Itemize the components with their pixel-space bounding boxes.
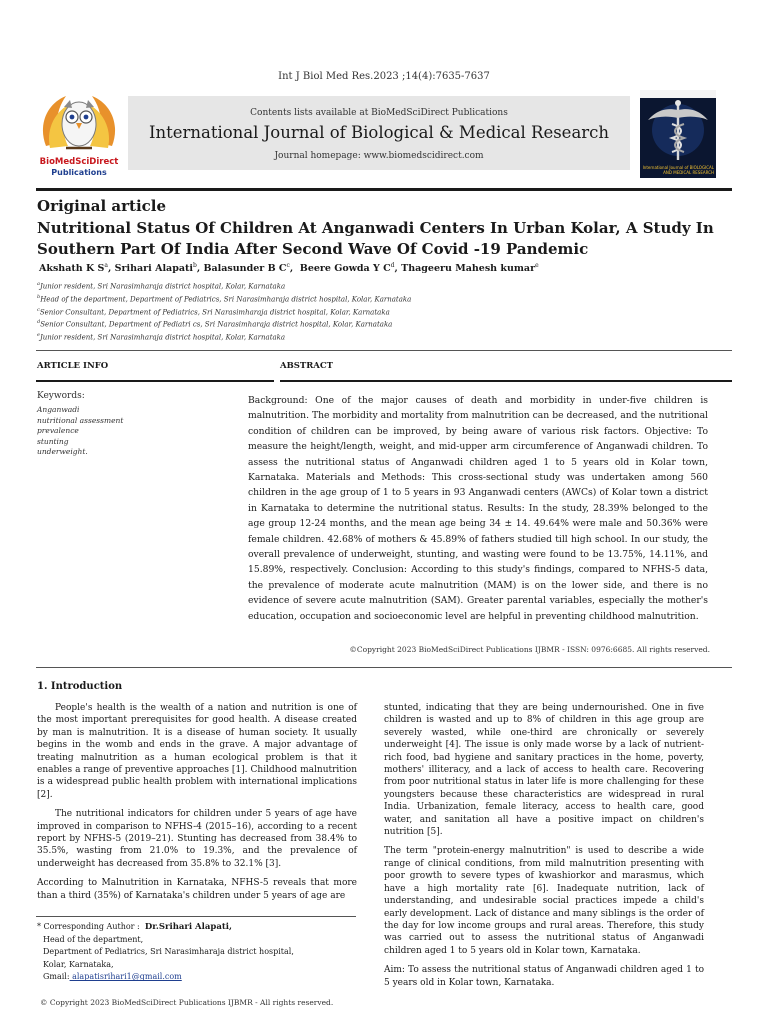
author-name: Beere Gowda Y C bbox=[299, 263, 391, 275]
affiliation-list bbox=[37, 279, 727, 343]
corresponding-line: Head of the department, bbox=[43, 934, 144, 944]
email-label: Gmail: bbox=[43, 972, 70, 982]
introduction-heading: 1. Introduction bbox=[37, 681, 123, 692]
keyword-list bbox=[37, 405, 123, 458]
author-name: Srihari Alapati bbox=[114, 263, 193, 275]
journal-homepage[interactable]: Journal homepage: www.biomedscidirect.com bbox=[274, 151, 484, 161]
citation-line: Int J Biol Med Res.2023 ;14(4):7635-7637 bbox=[278, 71, 490, 82]
author-name: Balasunder B C bbox=[203, 263, 287, 275]
affiliation-text: Head of the department, Department of Pediatrics, Sri Narasimharaja district hospital, Kolar, Karnataka bbox=[40, 295, 412, 304]
author-sup: a bbox=[104, 262, 108, 269]
footnote-divider bbox=[36, 916, 356, 917]
article-info-rule bbox=[36, 380, 274, 382]
keyword: underweight. bbox=[37, 447, 88, 457]
abstract-rule bbox=[280, 380, 732, 382]
author-sup: e bbox=[535, 262, 539, 269]
abstract-copyright bbox=[348, 645, 710, 654]
affiliation bbox=[37, 330, 727, 343]
section-divider bbox=[36, 350, 732, 351]
affiliation-text: Junior resident, Sri Narasimharaja district hospital, Kolar, Karnataka bbox=[39, 333, 286, 342]
article-info-heading: ARTICLE INFO bbox=[37, 361, 109, 371]
affiliation-sup: c bbox=[37, 306, 40, 313]
body-paragraph: According to Malnutrition in Karnataka, NFHS-5 reveals that more than a third (35%) of Karnataka's children under 5 years of age are bbox=[37, 878, 357, 901]
article-type: Original article bbox=[37, 197, 167, 215]
corresponding-name: Dr.Srihari Alapati, bbox=[144, 922, 232, 932]
keyword: stunting bbox=[37, 436, 69, 446]
affiliation-sup: d bbox=[37, 319, 41, 326]
journal-title: International Journal of Biological & Medical Research bbox=[148, 123, 610, 142]
contents-availability: Contents lists available at BioMedSciDirect Publications bbox=[250, 108, 508, 118]
copyright-icon: © bbox=[40, 998, 48, 1007]
affiliation-text: Junior resident, Sri Narasimharaja district hospital, Kolar, Karnataka bbox=[39, 282, 286, 291]
abstract-copyright-text: Copyright 2023 BioMedSciDirect Publications IJBMR - ISSN: 0976:6685. All rights reserved. bbox=[356, 645, 710, 654]
affiliation-sup: e bbox=[37, 332, 40, 339]
body-paragraph: The term "protein-energy malnutrition" is used to describe a wide range of clinical conditions, from mild malnutrition presenting with poor growth to severe types of kwashiorkor and marasmus, which have a high mortality rate [6]. Inadequate nutrition, lack of understanding, and undesirable social practices impede a child's early development. Lack of distance and many siblings is the order of the day for low income groups and rural areas. Therefore, this study was carried out to assess the nutritional status of Anganwadi children aged 1 to 5 years old in Kolar town, Karnataka. bbox=[384, 846, 704, 956]
journal-header bbox=[36, 90, 732, 182]
cover-caption: International Journal of BIOLOGICAL AND MEDICAL RESEARCH bbox=[642, 165, 714, 175]
keywords-label: Keywords: bbox=[37, 391, 85, 401]
left-column bbox=[37, 702, 357, 909]
author-sup: d bbox=[390, 262, 395, 269]
author-list: Akshath K $S^a$, Srihari Alapati$^b$, Balasunder B $C^c$, Beere Gowda Y $C^d$, Thageeru Mahesh kumar$^e$ bbox=[39, 262, 539, 275]
author-sup: b bbox=[193, 262, 197, 269]
footer-copyright bbox=[40, 998, 333, 1007]
journal-cover-image bbox=[640, 90, 716, 178]
logo-text-line2: Publications bbox=[51, 168, 107, 177]
affiliation-sup: b bbox=[37, 293, 41, 300]
affiliation bbox=[37, 305, 727, 318]
abstract-text: Background: One of the major causes of death and morbidity in under-five children is malnutrition. The morbidity and mortality from malnutrition can be decreased, and the nutritional condition of children can be improved, by being aware of various risk factors. Objective: To measure the height/length, weight, and mid-upper arm circumference of Anganwadi children. To assess the nutritional status of Anganwadi children aged 1 to 5 years old in Kolar town, Karnataka. Materials and Methods: This cross-sectional study was undertaken among 560 children in the age group of 1 to 5 years in 93 Anganwadi centers (AWCs) of Kolar town a district in Karnataka to determine the nutritional status. Results: In the study, 28.39% belonged to the age group 12-24 months, and the mean age being 34 ± 14. 49.64% were male and 50.36% were female children. 42.68% of mothers & 45.89% of fathers studied till high school. In our study, the overall prevalence of underweight, stunting, and wasting were found to be 13.75%, 14.11%, and 15.89%, respectively. Conclusion: According to this study's findings, compared to NFHS-5 data, the prevalence of moderate acute malnutrition (MAM) is on the lower side, and there is no evidence of severe acute malnutrition (SAM). Greater parental variables, especially the mother's education, occupation and socioeconomic level are helpful in preventing childhood malnutrition. bbox=[248, 395, 708, 622]
owl-logo-icon bbox=[36, 90, 122, 156]
body-paragraph: Aim: To assess the nutritional status of Anganwadi children aged 1 to 5 years old in Kolar town, Karnataka. bbox=[384, 965, 704, 988]
affiliation bbox=[37, 279, 727, 292]
logo-text-line1: BioMedSciDirect bbox=[39, 157, 119, 167]
affiliation bbox=[37, 317, 727, 330]
journal-banner bbox=[128, 96, 630, 170]
email-link[interactable]: alapatisrihari1@gmail.com bbox=[69, 972, 182, 982]
body-paragraph: People's health is the wealth of a nation and nutrition is one of the most important prerequisites for good health. A disease created by man is malnutrition. It is a disease of human society. It usually begins in the womb and ends in the grave. A major advantage of treating malnutrition as a human ecological problem is that it enables a range of preventive approaches [1]. Childhood malnutrition is a widespread public health problem with international implications [2]. bbox=[37, 703, 357, 800]
keyword: prevalence bbox=[37, 426, 79, 436]
body-divider bbox=[36, 667, 732, 668]
body-paragraph: The nutritional indicators for children under 5 years of age have improved in comparison to NFHS-4 (2015–16), according to a recent report by NFHS-5 (2019–21). Stunting has decreased from 38.4% to 35.5%, wasting from 21.0% to 19.3%, and the prevalence of underweight has decreased from 35.8% to 32.1% [3]. bbox=[37, 809, 357, 869]
article-title: Nutritional Status Of Children At Anganwadi Centers In Urban Kolar, A Study In Southern Part Of India After Second Wave Of Covid -19 Pandemic bbox=[37, 219, 714, 258]
affiliation bbox=[37, 292, 727, 305]
corresponding-line: Kolar, Karnataka, bbox=[43, 959, 114, 969]
author-sup: c bbox=[286, 262, 290, 269]
publisher-logo bbox=[36, 90, 122, 182]
affiliation-text: Senior Consultant, Department of Pediatri cs, Sri Narasimharaja district hospital, Kolar, Karnataka bbox=[40, 320, 393, 329]
corresponding-label: * Corresponding Author : bbox=[37, 922, 140, 931]
right-column bbox=[384, 702, 704, 996]
copyright-icon: © bbox=[349, 645, 357, 654]
author-name: Thageeru Mahesh kumar bbox=[401, 263, 536, 275]
footer-copyright-text: Copyright 2023 BioMedSciDirect Publications IJBMR - All rights reserved. bbox=[49, 998, 334, 1007]
keyword: Anganwadi bbox=[37, 405, 80, 414]
body-paragraph: stunted, indicating that they are being undernourished. One in five children is wasted and up to 8% of children in this age group are severely wasted, while one-third are chronically or severely underweight [4]. The issue is only made worse by a lack of nutrient-rich food, bad hygiene and sanitary practices in the home, poverty, mothers' illiteracy, and a lack of access to health care. Recovering from poor nutritional status in later life is more challenging for these youngsters because these characteristics are widespread in rural India. Urbanization, female literacy, access to health care, good water, and sanitation all have a positive impact on children's nutrition [5]. bbox=[384, 703, 704, 838]
corresponding-author bbox=[37, 921, 357, 984]
affiliation-sup: a bbox=[37, 281, 40, 287]
abstract-heading: ABSTRACT bbox=[280, 361, 333, 371]
corresponding-line: Department of Pediatrics, Sri Narasimharaja district hospital, bbox=[43, 947, 294, 957]
header-divider bbox=[36, 188, 732, 191]
affiliation-text: Senior Consultant, Department of Pediatrics, Sri Narasimharaja district hospital, Kolar, Karnataka bbox=[39, 307, 390, 316]
author-name: Akshath K S bbox=[39, 263, 105, 275]
keyword: nutritional assessment bbox=[37, 415, 124, 425]
